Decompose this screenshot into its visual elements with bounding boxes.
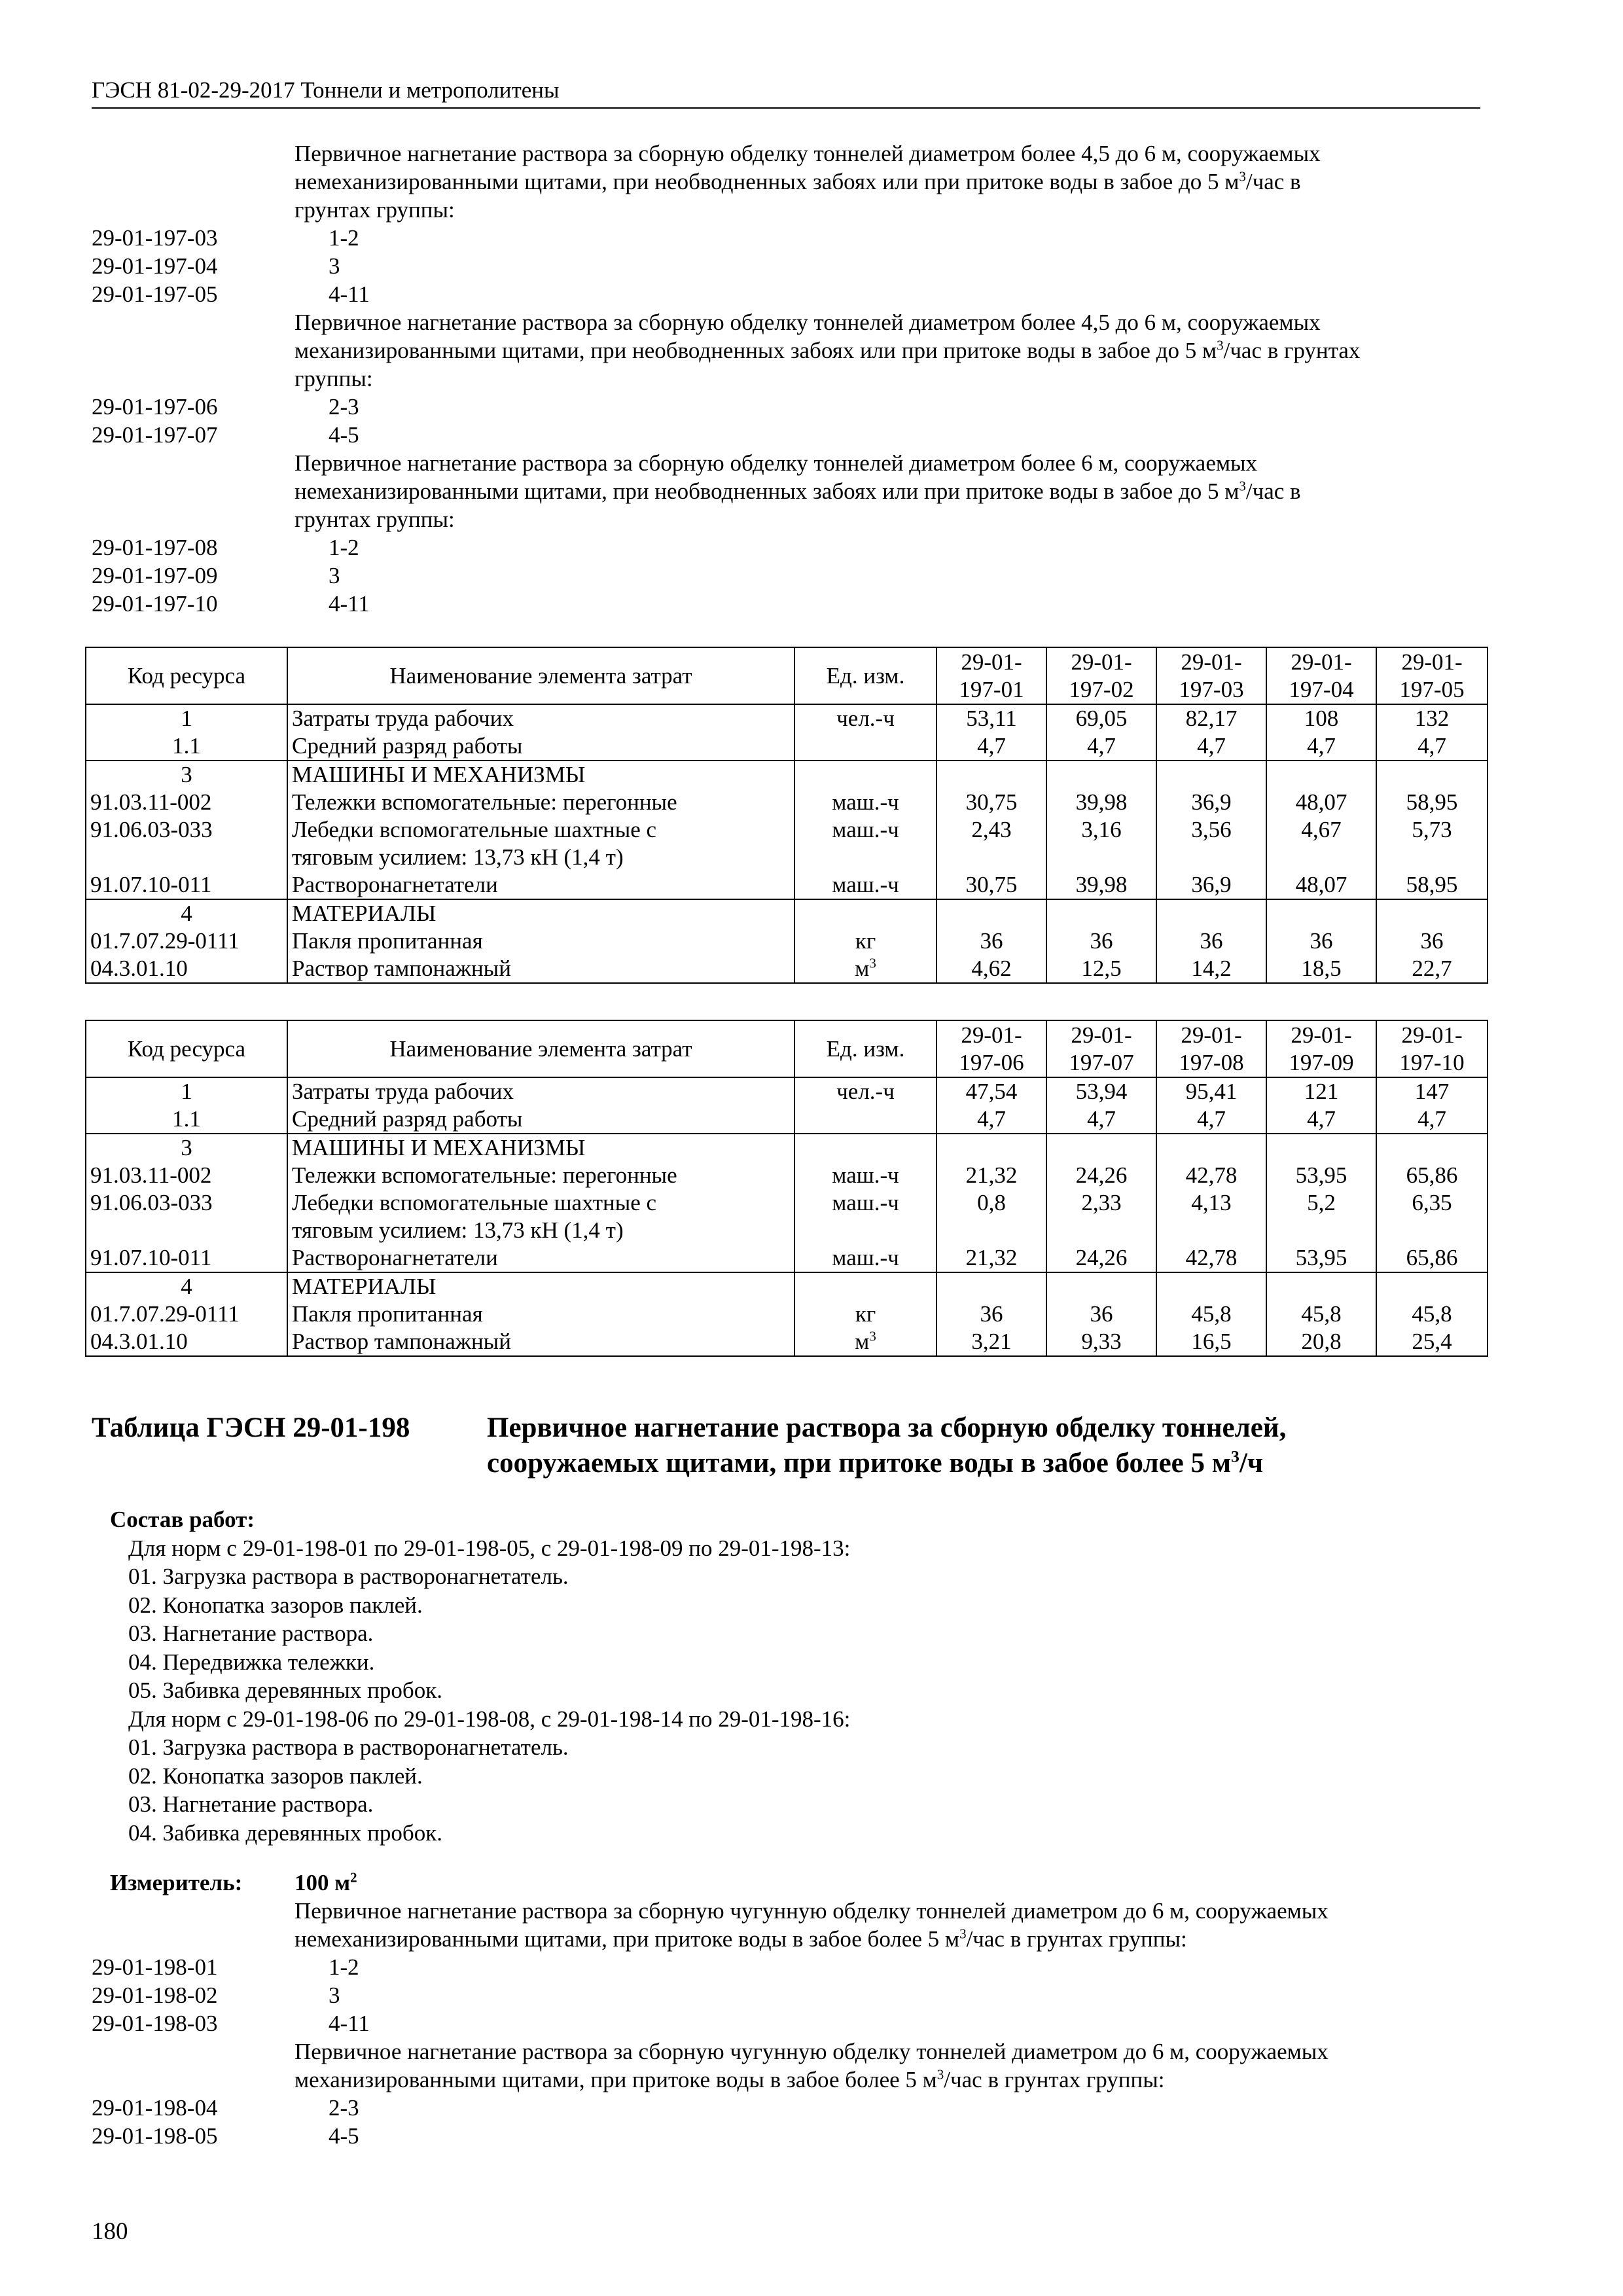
resource-code: 04.3.01.10 bbox=[86, 955, 287, 983]
table-row bbox=[86, 871, 1488, 899]
norm-value: 9,33 bbox=[1046, 1328, 1156, 1356]
group-title: Первичное нагнетание раствора за сборную обделку тоннелей диаметром более 6 м, сооружаемых bbox=[294, 450, 1258, 476]
resource-unit: $м^3$ bbox=[794, 1328, 936, 1356]
norm-value bbox=[1156, 1134, 1266, 1162]
resource-code: 4 bbox=[86, 899, 287, 927]
norm-row: 29-01-198-02 3 bbox=[92, 1982, 340, 2008]
norm-value: 4,7 bbox=[1376, 1105, 1488, 1134]
norm-row: 29-01-198-01 1-2 bbox=[92, 1954, 359, 1980]
works-line: 04. Передвижка тележки. bbox=[128, 1649, 375, 1675]
table-row bbox=[86, 1134, 1488, 1162]
resource-code: 1.1 bbox=[86, 1105, 287, 1134]
norm-value: 2,33 bbox=[1046, 1189, 1156, 1244]
norm-value: 4,7 bbox=[1046, 1105, 1156, 1134]
norm-value: 36,9 bbox=[1156, 871, 1266, 899]
resource-name: Пакля пропитанная bbox=[287, 1300, 794, 1328]
table-row bbox=[86, 1328, 1488, 1356]
norm-value: 30,75 bbox=[936, 871, 1046, 899]
meter-value: 100 $м^2$ bbox=[294, 1869, 357, 1895]
norms-block-198 bbox=[92, 1869, 1480, 2150]
resource-code: 3 bbox=[86, 1134, 287, 1162]
norm-row: 29-01-197-08 1-2 bbox=[92, 535, 359, 560]
col-header-norm: 29-01- 197-04 bbox=[1266, 647, 1376, 704]
resource-unit: чел.-ч bbox=[794, 704, 936, 732]
norm-value: 53,95 bbox=[1266, 1162, 1376, 1189]
works-line: 01. Загрузка раствора в растворонагнетатель. bbox=[128, 1734, 569, 1760]
resource-name: Раствор тампонажный bbox=[287, 1328, 794, 1356]
resource-name: МАШИНЫ И МЕХАНИЗМЫ bbox=[287, 761, 794, 789]
norm-value: 36 bbox=[936, 927, 1046, 955]
norm-value bbox=[1376, 899, 1488, 927]
col-header-norm: 29-01- 197-05 bbox=[1376, 647, 1488, 704]
resource-name: Лебедки вспомогательные шахтные с тяговым усилием: 13,73 кН (1,4 т) bbox=[287, 1189, 794, 1244]
table-row bbox=[86, 955, 1488, 983]
table-row bbox=[86, 1272, 1488, 1300]
resource-table-1 bbox=[85, 647, 1488, 984]
norm-value: 36 bbox=[1266, 927, 1376, 955]
norm-value: 36 bbox=[1156, 927, 1266, 955]
group-title: немеханизированными щитами, при необводненных забоях или при притоке воды в забое до 5 $м^3$/час в bbox=[294, 168, 1301, 194]
norm-value: 5,73 bbox=[1376, 816, 1488, 871]
group-title: Первичное нагнетание раствора за сборную обделку тоннелей диаметром более 4,5 до 6 м, сооружаемых bbox=[294, 310, 1321, 335]
norm-row: 29-01-198-03 4-11 bbox=[92, 2011, 370, 2036]
resource-code: 1.1 bbox=[86, 732, 287, 761]
norm-value: 6,35 bbox=[1376, 1189, 1488, 1244]
norm-value bbox=[1046, 761, 1156, 789]
resource-code: 3 bbox=[86, 761, 287, 789]
table-row bbox=[86, 704, 1488, 732]
group-title: Первичное нагнетание раствора за сборную чугунную обделку тоннелей диаметром до 6 м, сооружаемых bbox=[294, 1898, 1329, 1924]
table-row bbox=[86, 761, 1488, 789]
works-heading: Состав работ: bbox=[110, 1507, 255, 1532]
norm-value: 3,21 bbox=[936, 1328, 1046, 1356]
works-line: 05. Забивка деревянных пробок. bbox=[128, 1677, 442, 1703]
col-header-norm: 29-01- 197-10 bbox=[1376, 1020, 1488, 1077]
norm-value: 39,98 bbox=[1046, 789, 1156, 816]
resource-code: 01.7.07.29-0111 bbox=[86, 927, 287, 955]
norm-value: 58,95 bbox=[1376, 789, 1488, 816]
meter-label: Измеритель: bbox=[110, 1870, 243, 1895]
table-row bbox=[86, 1105, 1488, 1134]
norm-value: 69,05 bbox=[1046, 704, 1156, 732]
norm-value bbox=[1376, 1272, 1488, 1300]
works-line: 04. Забивка деревянных пробок. bbox=[128, 1820, 442, 1846]
resource-unit bbox=[794, 761, 936, 789]
norm-row: 29-01-198-05 4-5 bbox=[92, 2123, 359, 2149]
norm-value: 24,26 bbox=[1046, 1244, 1156, 1272]
norm-value: 45,8 bbox=[1156, 1300, 1266, 1328]
resource-name: Средний разряд работы bbox=[287, 1105, 794, 1134]
col-header-norm: 29-01- 197-06 bbox=[936, 1020, 1046, 1077]
norm-value: 121 bbox=[1266, 1077, 1376, 1105]
norm-value: 82,17 bbox=[1156, 704, 1266, 732]
resource-code: 91.07.10-011 bbox=[86, 1244, 287, 1272]
works-line: 03. Нагнетание раствора. bbox=[128, 1621, 374, 1646]
col-header-norm: 29-01- 197-01 bbox=[936, 647, 1046, 704]
norm-row: 29-01-197-10 4-11 bbox=[92, 591, 370, 617]
col-header-norm: 29-01- 197-02 bbox=[1046, 647, 1156, 704]
works-line: 03. Нагнетание раствора. bbox=[128, 1791, 374, 1817]
page-header bbox=[92, 77, 1480, 109]
norm-value: 36 bbox=[1376, 927, 1488, 955]
norm-value: 36,9 bbox=[1156, 789, 1266, 816]
norm-value: 47,54 bbox=[936, 1077, 1046, 1105]
norm-value: 18,5 bbox=[1266, 955, 1376, 983]
norm-row: 29-01-198-04 2-3 bbox=[92, 2095, 359, 2121]
norm-value: 48,07 bbox=[1266, 789, 1376, 816]
norm-value bbox=[936, 899, 1046, 927]
resource-unit: кг bbox=[794, 927, 936, 955]
table-row bbox=[86, 816, 1488, 871]
works-composition bbox=[110, 1505, 850, 1847]
resource-code: 91.06.03-033 bbox=[86, 1189, 287, 1244]
table-row bbox=[86, 1189, 1488, 1244]
col-header-unit: Ед. изм. bbox=[794, 1020, 936, 1077]
resource-name: МАТЕРИАЛЫ bbox=[287, 899, 794, 927]
norm-value bbox=[1156, 1272, 1266, 1300]
group-title: Первичное нагнетание раствора за сборную обделку тоннелей диаметром более 4,5 до 6 м, сооружаемых bbox=[294, 141, 1321, 166]
table-label: Таблица ГЭСН 29-01-198 bbox=[92, 1412, 410, 1443]
table-row bbox=[86, 1162, 1488, 1189]
resource-name: Раствор тампонажный bbox=[287, 955, 794, 983]
norm-value: 39,98 bbox=[1046, 871, 1156, 899]
table-row bbox=[86, 732, 1488, 761]
norm-value: 45,8 bbox=[1376, 1300, 1488, 1328]
norm-value: 65,86 bbox=[1376, 1244, 1488, 1272]
norm-value: 4,7 bbox=[1266, 1105, 1376, 1134]
resource-code: 91.03.11-002 bbox=[86, 789, 287, 816]
norm-value bbox=[936, 761, 1046, 789]
norm-value: 4,7 bbox=[1156, 1105, 1266, 1134]
norm-value bbox=[1156, 899, 1266, 927]
norm-value: 30,75 bbox=[936, 789, 1046, 816]
norm-value: 48,07 bbox=[1266, 871, 1376, 899]
norm-value bbox=[1266, 1272, 1376, 1300]
resource-code: 01.7.07.29-0111 bbox=[86, 1300, 287, 1328]
table-row bbox=[86, 1244, 1488, 1272]
resource-code: 91.07.10-011 bbox=[86, 871, 287, 899]
norm-value bbox=[1046, 1134, 1156, 1162]
page-number: 180 bbox=[92, 2218, 128, 2245]
group-title: немеханизированными щитами, при необводненных забоях или при притоке воды в забое до 5 $м^3$/час в bbox=[294, 478, 1301, 504]
table-row bbox=[86, 1077, 1488, 1105]
norm-value: 42,78 bbox=[1156, 1162, 1266, 1189]
resource-unit: маш.-ч bbox=[794, 789, 936, 816]
resource-code: 1 bbox=[86, 704, 287, 732]
norm-value: 65,86 bbox=[1376, 1162, 1488, 1189]
table-description: Первичное нагнетание раствора за сборную обделку тоннелей, сооружаемых щитами, при притоке воды в забое более 5 $м^3/ч$ bbox=[487, 1412, 1287, 1479]
group-title: механизированными щитами, при необводненных забоях или при притоке воды в забое до 5 $м^3$/час в грунтах bbox=[294, 337, 1361, 363]
norm-value bbox=[1266, 1134, 1376, 1162]
norm-value: 4,7 bbox=[1046, 732, 1156, 761]
table-row bbox=[86, 927, 1488, 955]
resource-name: Растворонагнетатели bbox=[287, 871, 794, 899]
resource-unit: чел.-ч bbox=[794, 1077, 936, 1105]
norm-value: 36 bbox=[1046, 1300, 1156, 1328]
col-header-name: Наименование элемента затрат bbox=[287, 1020, 794, 1077]
resource-name: Тележки вспомогательные: перегонные bbox=[287, 1162, 794, 1189]
resource-unit bbox=[794, 899, 936, 927]
norm-value: 21,32 bbox=[936, 1162, 1046, 1189]
norm-value bbox=[936, 1272, 1046, 1300]
works-line: 02. Конопатка зазоров паклей. bbox=[128, 1763, 423, 1789]
norm-value: 42,78 bbox=[1156, 1244, 1266, 1272]
group-title: немеханизированными щитами, при притоке воды в забое более 5 $м^3$/час в грунтах группы: bbox=[294, 1926, 1187, 1952]
works-line: 02. Конопатка зазоров паклей. bbox=[128, 1592, 423, 1618]
norm-value bbox=[1266, 899, 1376, 927]
resource-unit: маш.-ч bbox=[794, 1244, 936, 1272]
group-title: механизированными щитами, при притоке воды в забое более 5 $м^3$/час в грунтах группы: bbox=[294, 2066, 1165, 2092]
resource-name: МАТЕРИАЛЫ bbox=[287, 1272, 794, 1300]
norm-value: 16,5 bbox=[1156, 1328, 1266, 1356]
resource-name: Затраты труда рабочих bbox=[287, 704, 794, 732]
norm-value bbox=[936, 1134, 1046, 1162]
norm-value bbox=[1266, 761, 1376, 789]
norm-value: 108 bbox=[1266, 704, 1376, 732]
table-row bbox=[86, 899, 1488, 927]
norm-value bbox=[1046, 1272, 1156, 1300]
col-header-code: Код ресурса bbox=[86, 1020, 287, 1077]
norm-value bbox=[1376, 761, 1488, 789]
resource-name: Тележки вспомогательные: перегонные bbox=[287, 789, 794, 816]
norm-value: 3,16 bbox=[1046, 816, 1156, 871]
resource-name: Растворонагнетатели bbox=[287, 1244, 794, 1272]
norm-row: 29-01-197-04 3 bbox=[92, 253, 340, 279]
norm-value: 4,7 bbox=[1376, 732, 1488, 761]
works-line: 01. Загрузка раствора в растворонагнетатель. bbox=[128, 1564, 569, 1589]
norm-value: 5,2 bbox=[1266, 1189, 1376, 1244]
norm-row: 29-01-197-09 3 bbox=[92, 563, 340, 588]
resource-unit: маш.-ч bbox=[794, 1162, 936, 1189]
group-title: грунтах группы: bbox=[294, 197, 455, 223]
table-row bbox=[86, 789, 1488, 816]
group-title: группы: bbox=[294, 366, 373, 391]
table-row bbox=[86, 1300, 1488, 1328]
resource-code: 4 bbox=[86, 1272, 287, 1300]
table-198-title bbox=[92, 1410, 1480, 1481]
resource-unit: маш.-ч bbox=[794, 871, 936, 899]
resource-code: 04.3.01.10 bbox=[86, 1328, 287, 1356]
resource-unit bbox=[794, 1272, 936, 1300]
norm-value: 36 bbox=[1046, 927, 1156, 955]
resource-unit bbox=[794, 732, 936, 761]
group-title: грунтах группы: bbox=[294, 507, 455, 532]
col-header-name: Наименование элемента затрат bbox=[287, 647, 794, 704]
norm-value: 4,7 bbox=[936, 1105, 1046, 1134]
norm-value: 0,8 bbox=[936, 1189, 1046, 1244]
col-header-unit: Ед. изм. bbox=[794, 647, 936, 704]
norms-block-197 bbox=[92, 139, 1480, 618]
col-header-norm: 29-01- 197-03 bbox=[1156, 647, 1266, 704]
norm-row: 29-01-197-07 4-5 bbox=[92, 422, 359, 448]
norm-row: 29-01-197-03 1-2 bbox=[92, 225, 359, 251]
norm-value: 4,7 bbox=[1266, 732, 1376, 761]
norm-value: 24,26 bbox=[1046, 1162, 1156, 1189]
col-header-code: Код ресурса bbox=[86, 647, 287, 704]
norm-value: 53,11 bbox=[936, 704, 1046, 732]
norm-value: 53,95 bbox=[1266, 1244, 1376, 1272]
resource-table-2 bbox=[85, 1020, 1488, 1357]
resource-name: Средний разряд работы bbox=[287, 732, 794, 761]
group-title: Первичное нагнетание раствора за сборную чугунную обделку тоннелей диаметром до 6 м, сооружаемых bbox=[294, 2039, 1329, 2064]
col-header-norm: 29-01- 197-09 bbox=[1266, 1020, 1376, 1077]
meter-row bbox=[92, 1869, 1480, 1897]
resource-unit: кг bbox=[794, 1300, 936, 1328]
col-header-norm: 29-01- 197-07 bbox=[1046, 1020, 1156, 1077]
norm-value: 2,43 bbox=[936, 816, 1046, 871]
resource-unit bbox=[794, 1134, 936, 1162]
resource-unit: маш.-ч bbox=[794, 816, 936, 871]
norm-value: 147 bbox=[1376, 1077, 1488, 1105]
norm-value: 14,2 bbox=[1156, 955, 1266, 983]
norm-value: 53,94 bbox=[1046, 1077, 1156, 1105]
norm-value: 95,41 bbox=[1156, 1077, 1266, 1105]
resource-name: Затраты труда рабочих bbox=[287, 1077, 794, 1105]
norm-value: 45,8 bbox=[1266, 1300, 1376, 1328]
col-header-norm: 29-01- 197-08 bbox=[1156, 1020, 1266, 1077]
norm-row: 29-01-197-05 4-11 bbox=[92, 281, 370, 307]
norm-value: 4,13 bbox=[1156, 1189, 1266, 1244]
norm-value: 36 bbox=[936, 1300, 1046, 1328]
norm-value: 21,32 bbox=[936, 1244, 1046, 1272]
norm-value: 132 bbox=[1376, 704, 1488, 732]
norm-value bbox=[1376, 1134, 1488, 1162]
works-line: Для норм с 29-01-198-06 по 29-01-198-08, с 29-01-198-14 по 29-01-198-16: bbox=[128, 1706, 851, 1732]
resource-name: Пакля пропитанная bbox=[287, 927, 794, 955]
resource-name: МАШИНЫ И МЕХАНИЗМЫ bbox=[287, 1134, 794, 1162]
norm-row: 29-01-197-06 2-3 bbox=[92, 394, 359, 420]
resource-unit bbox=[794, 1105, 936, 1134]
norm-value: 22,7 bbox=[1376, 955, 1488, 983]
works-line: Для норм с 29-01-198-01 по 29-01-198-05, с 29-01-198-09 по 29-01-198-13: bbox=[128, 1535, 851, 1561]
norm-value: 4,7 bbox=[936, 732, 1046, 761]
header-title: ГЭСН 81-02-29-2017 Тоннели и метрополитены bbox=[92, 77, 560, 103]
resource-unit: маш.-ч bbox=[794, 1189, 936, 1244]
norm-value bbox=[1156, 761, 1266, 789]
resource-code: 1 bbox=[86, 1077, 287, 1105]
norm-value: 3,56 bbox=[1156, 816, 1266, 871]
norm-value: 20,8 bbox=[1266, 1328, 1376, 1356]
norm-value: 4,7 bbox=[1156, 732, 1266, 761]
resource-unit: $м^3$ bbox=[794, 955, 936, 983]
norm-value: 25,4 bbox=[1376, 1328, 1488, 1356]
norm-value: 4,67 bbox=[1266, 816, 1376, 871]
resource-name: Лебедки вспомогательные шахтные с тяговым усилием: 13,73 кН (1,4 т) bbox=[287, 816, 794, 871]
resource-code: 91.06.03-033 bbox=[86, 816, 287, 871]
norm-value: 58,95 bbox=[1376, 871, 1488, 899]
norm-value: 12,5 bbox=[1046, 955, 1156, 983]
norm-value: 4,62 bbox=[936, 955, 1046, 983]
norm-value bbox=[1046, 899, 1156, 927]
resource-code: 91.03.11-002 bbox=[86, 1162, 287, 1189]
